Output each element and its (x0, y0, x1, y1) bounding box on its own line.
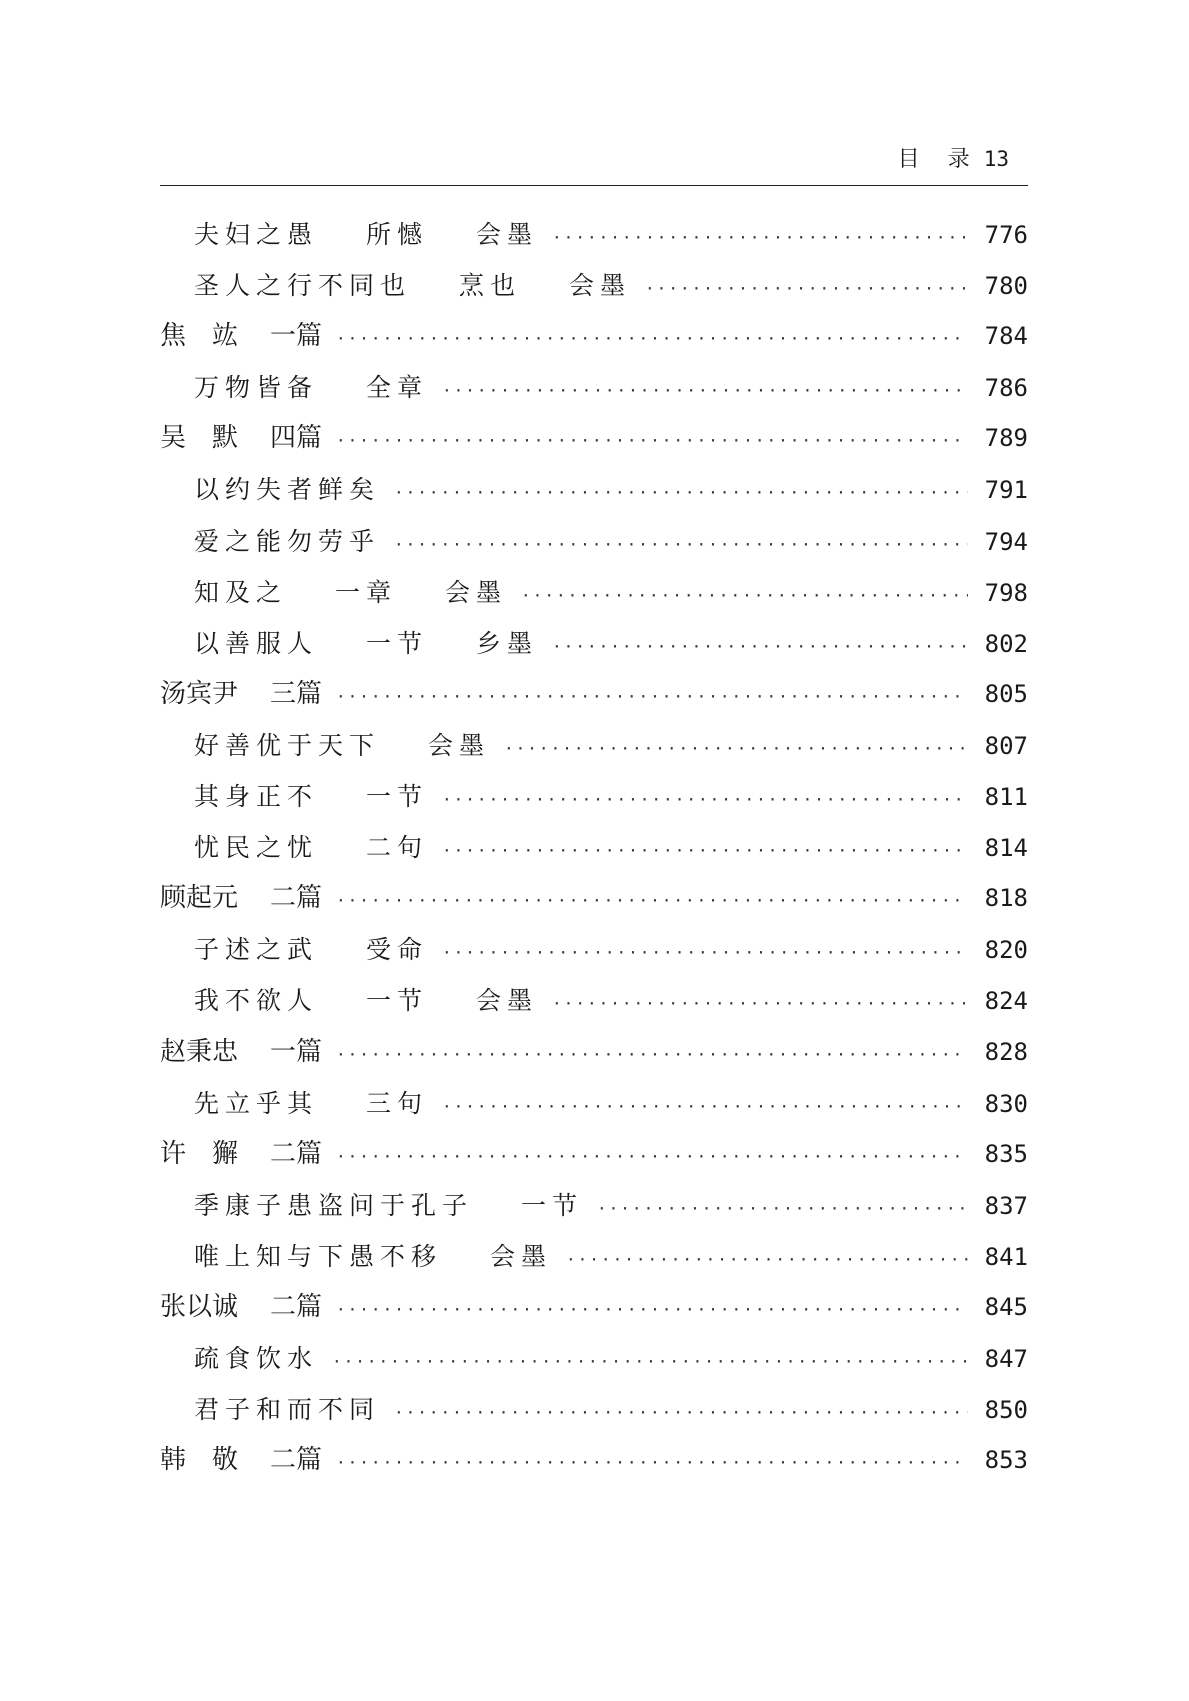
essay-title: 以约失者鲜矣 (194, 475, 381, 505)
author-name: 韩 敬 (160, 1445, 239, 1476)
essay-title: 圣人之行不同也 (194, 271, 412, 301)
dot-leader (566, 1234, 968, 1285)
dot-leader (336, 875, 968, 926)
essay-note: 全章 (366, 373, 429, 403)
page-number: 841 (984, 1242, 1028, 1271)
author-name: 赵秉忠 (160, 1036, 239, 1067)
dot-leader (394, 467, 968, 518)
dot-leader (645, 263, 968, 314)
page-number: 776 (984, 221, 1028, 249)
page-number: 824 (984, 987, 1028, 1016)
essay-note: 会墨 (476, 220, 539, 249)
header-rule (160, 185, 1028, 186)
page-number: 820 (984, 936, 1028, 965)
page-number: 835 (984, 1139, 1028, 1168)
page-number: 789 (984, 424, 1028, 453)
essay-count: 二篇 (270, 1138, 323, 1169)
essay-title: 其身正不 (194, 782, 319, 812)
essay-count: 四篇 (270, 423, 323, 454)
toc-work-entry[interactable] (160, 975, 1028, 1026)
essay-note: 一节 (366, 782, 429, 812)
dot-leader (336, 671, 968, 722)
page-number: 830 (984, 1089, 1028, 1118)
essay-note: 会墨 (490, 1241, 553, 1271)
author-name: 张以诚 (160, 1291, 239, 1322)
toc-work-entry[interactable] (160, 209, 1028, 260)
essay-note: 会墨 (428, 730, 491, 760)
toc-work-entry[interactable] (160, 771, 1028, 822)
page-number: 786 (984, 374, 1028, 403)
essay-note: 二句 (366, 833, 429, 863)
essay-note: 三句 (366, 1088, 429, 1118)
page-number: 845 (984, 1292, 1028, 1321)
author-name: 许 獬 (160, 1138, 239, 1169)
page-number: 784 (984, 322, 1028, 351)
essay-note: 受命 (366, 935, 429, 965)
dot-leader (552, 978, 968, 1029)
toc-author-entry[interactable] (160, 669, 1028, 720)
essay-title: 我不欲人 (194, 986, 319, 1016)
table-of-contents (160, 209, 1028, 1486)
dot-leader (442, 825, 968, 876)
dot-leader (442, 774, 968, 825)
toc-work-entry[interactable] (160, 567, 1028, 618)
toc-author-entry[interactable] (160, 1282, 1028, 1333)
page-number: 780 (984, 272, 1028, 301)
dot-leader (521, 570, 968, 621)
toc-work-entry[interactable] (160, 1384, 1028, 1435)
dot-leader (336, 1284, 968, 1335)
header-title-lu: 录 (947, 147, 970, 172)
toc-work-entry[interactable] (160, 516, 1028, 567)
essay-title: 万物皆备 (194, 373, 319, 403)
header-page-number: 13 (983, 147, 1009, 171)
dot-leader (442, 927, 968, 978)
page-number: 818 (984, 884, 1028, 913)
toc-work-entry[interactable] (160, 720, 1028, 771)
page-number: 828 (984, 1037, 1028, 1066)
running-header (898, 142, 1009, 173)
essay-note: 所憾 (366, 220, 429, 249)
toc-author-entry[interactable] (160, 1027, 1028, 1078)
toc-work-entry[interactable] (160, 822, 1028, 873)
page-number: 850 (984, 1396, 1028, 1425)
essay-count: 一篇 (270, 1036, 323, 1067)
author-name: 吴 默 (160, 423, 239, 454)
toc-author-entry[interactable] (160, 873, 1028, 924)
page-number: 802 (984, 629, 1028, 658)
page-number: 791 (984, 476, 1028, 505)
page-number: 837 (984, 1191, 1028, 1220)
essay-count: 三篇 (270, 678, 323, 709)
author-name: 汤宾尹 (160, 678, 239, 709)
toc-author-entry[interactable] (160, 311, 1028, 362)
page-number: 853 (984, 1446, 1028, 1475)
essay-title: 子述之武 (194, 935, 319, 965)
essay-note: 会墨 (476, 986, 539, 1016)
toc-work-entry[interactable] (160, 924, 1028, 975)
essay-title: 好善优于天下 (194, 730, 381, 760)
page-number: 798 (984, 578, 1028, 607)
essay-note: 乡墨 (476, 628, 539, 658)
essay-title: 爱之能勿劳乎 (194, 526, 381, 556)
dot-leader (332, 1336, 968, 1387)
dot-leader (394, 519, 968, 570)
page-number: 814 (984, 834, 1028, 863)
dot-leader (336, 1131, 968, 1182)
toc-work-entry[interactable] (160, 464, 1028, 515)
toc-work-entry[interactable] (160, 1180, 1028, 1231)
toc-author-entry[interactable] (160, 413, 1028, 464)
dot-leader (336, 313, 968, 364)
dot-leader (597, 1183, 968, 1234)
toc-author-entry[interactable] (160, 1129, 1028, 1180)
page-number: 805 (984, 679, 1028, 708)
toc-work-entry[interactable] (160, 362, 1028, 413)
essay-title: 知及之 (194, 577, 288, 607)
toc-work-entry[interactable] (160, 618, 1028, 669)
essay-note: 会墨 (569, 271, 632, 301)
author-name: 顾起元 (160, 883, 239, 914)
toc-work-entry[interactable] (160, 1333, 1028, 1384)
header-title-mu: 目 (897, 147, 920, 172)
toc-work-entry[interactable] (160, 260, 1028, 311)
page-number: 847 (984, 1345, 1028, 1374)
essay-count: 二篇 (270, 1445, 323, 1476)
dot-leader (504, 723, 968, 774)
dot-leader (394, 1387, 968, 1438)
essay-title: 疏食饮水 (194, 1344, 319, 1374)
page-number: 794 (984, 527, 1028, 556)
dot-leader (336, 1437, 968, 1488)
essay-title: 唯上知与下愚不移 (194, 1241, 443, 1271)
essay-title: 夫妇之愚 (194, 220, 319, 249)
toc-author-entry[interactable] (160, 1435, 1028, 1486)
essay-count: 二篇 (270, 883, 323, 914)
toc-work-entry[interactable] (160, 1078, 1028, 1129)
essay-note: 一节 (521, 1190, 584, 1220)
essay-title: 以善服人 (194, 628, 319, 658)
essay-title: 君子和而不同 (194, 1395, 381, 1425)
essay-note: 一节 (366, 628, 429, 658)
toc-work-entry[interactable] (160, 1231, 1028, 1282)
page-number: 811 (984, 783, 1028, 812)
dot-leader (442, 365, 968, 416)
essay-title: 季康子患盗问于孔子 (194, 1190, 474, 1220)
dot-leader (336, 1029, 968, 1080)
essay-note: 烹也 (459, 271, 522, 301)
essay-count: 一篇 (270, 321, 323, 352)
dot-leader (336, 415, 968, 466)
dot-leader (552, 212, 968, 263)
dot-leader (442, 1081, 968, 1132)
dot-leader (552, 621, 968, 672)
essay-title: 先立乎其 (194, 1088, 319, 1118)
essay-title: 忧民之忧 (194, 833, 319, 863)
essay-note: 一章 (335, 577, 398, 607)
author-name: 焦 竑 (160, 321, 239, 352)
page-number: 807 (984, 731, 1028, 760)
essay-count: 二篇 (270, 1291, 323, 1322)
essay-note: 一节 (366, 986, 429, 1016)
essay-note: 会墨 (445, 577, 508, 607)
